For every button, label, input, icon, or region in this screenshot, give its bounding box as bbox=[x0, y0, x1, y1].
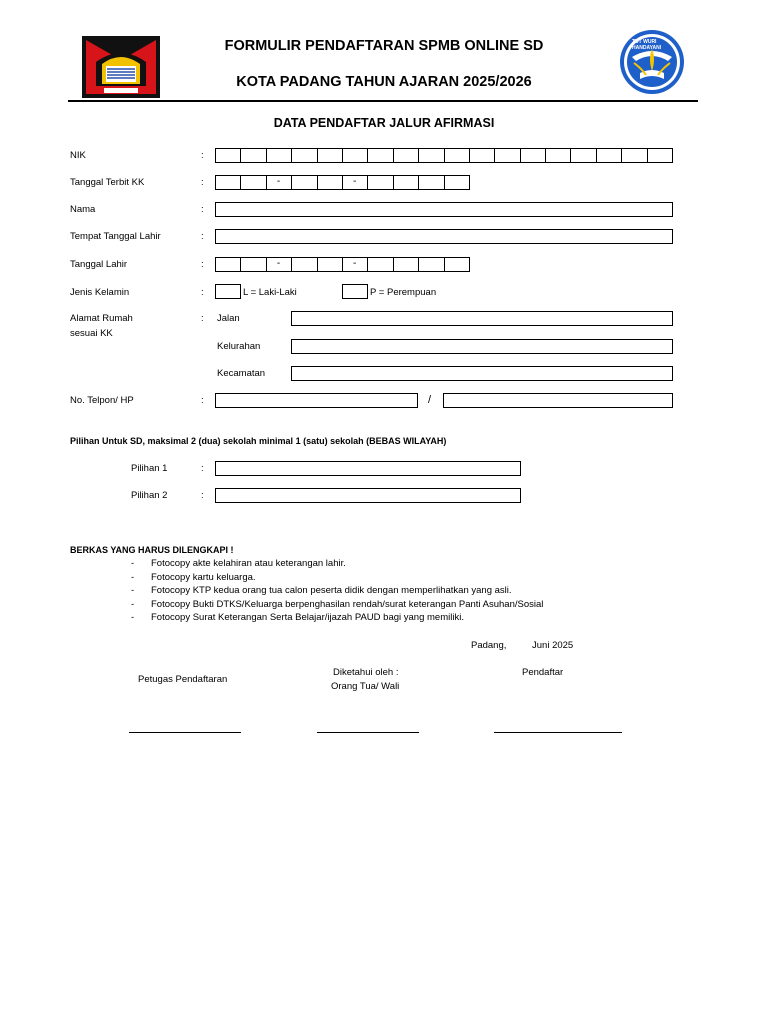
nik-digit[interactable] bbox=[470, 149, 495, 162]
nik-digit[interactable] bbox=[622, 149, 647, 162]
pilihan2-input[interactable] bbox=[215, 488, 521, 503]
pilihan1-input[interactable] bbox=[215, 461, 521, 476]
tanggal-terbit-kk-input[interactable] bbox=[215, 175, 470, 190]
page-title: FORMULIR PENDAFTARAN SPMB ONLINE SD bbox=[224, 38, 544, 54]
list-item: - Fotocopy KTP kedua orang tua calon peserta didik dengan memperlihatkan yang asli. bbox=[131, 585, 512, 597]
nik-digit[interactable] bbox=[267, 149, 292, 162]
pilihan1-label: Pilihan 1 bbox=[131, 463, 168, 474]
nik-digit[interactable] bbox=[343, 149, 368, 162]
colon: : bbox=[201, 204, 204, 215]
section-title: DATA PENDAFTAR JALUR AFIRMASI bbox=[273, 116, 495, 130]
date-digit[interactable] bbox=[394, 258, 419, 271]
date-digit[interactable] bbox=[368, 176, 393, 189]
kelurahan-input[interactable] bbox=[291, 339, 673, 354]
hp-input[interactable] bbox=[443, 393, 673, 408]
list-item: - Fotocopy akte kelahiran atau keterangan lahir. bbox=[131, 558, 346, 569]
nik-digit[interactable] bbox=[419, 149, 444, 162]
pendaftar-label: Pendaftar bbox=[522, 667, 564, 678]
colon: : bbox=[201, 395, 204, 406]
tempat-tanggal-lahir-input[interactable] bbox=[215, 229, 673, 244]
ortu-label: Orang Tua/ Wali bbox=[331, 681, 400, 692]
date-separator-cell: - bbox=[267, 176, 292, 189]
logo-text: TUT WURI HANDAYANI bbox=[632, 39, 662, 51]
nik-digit[interactable] bbox=[597, 149, 622, 162]
nama-label: Nama bbox=[70, 204, 96, 215]
nik-digit[interactable] bbox=[521, 149, 546, 162]
colon: : bbox=[201, 313, 204, 324]
list-item: - Fotocopy Bukti DTKS/Keluarga berpenghasilan rendah/surat keterangan Panti Asuhan/Sosial bbox=[131, 598, 544, 610]
tanggal-terbit-kk-label: Tanggal Terbit KK bbox=[70, 177, 145, 188]
date-digit[interactable] bbox=[241, 258, 266, 271]
alamat-label-line2: sesuai KK bbox=[70, 328, 113, 339]
gender-l-checkbox[interactable] bbox=[215, 284, 241, 299]
header-divider bbox=[68, 100, 698, 102]
petugas-signature-line bbox=[129, 732, 241, 733]
berkas-list bbox=[131, 557, 691, 625]
tut-wuri-handayani-icon bbox=[618, 29, 686, 95]
jalan-input[interactable] bbox=[291, 311, 673, 326]
diketahui-label: Diketahui oleh : bbox=[333, 667, 399, 678]
nik-digit[interactable] bbox=[495, 149, 520, 162]
alamat-label: Alamat Rumah bbox=[70, 313, 133, 324]
nik-digit[interactable] bbox=[318, 149, 343, 162]
jenis-kelamin-label: Jenis Kelamin bbox=[70, 287, 130, 298]
nik-digit[interactable] bbox=[571, 149, 596, 162]
telpon-label: No. Telpon/ HP bbox=[70, 395, 134, 406]
pilihan-heading: Pilihan Untuk SD, maksimal 2 (dua) sekolah minimal 1 (satu) sekolah (BEBAS WILAYAH) bbox=[70, 436, 447, 446]
nik-digit[interactable] bbox=[241, 149, 266, 162]
colon: : bbox=[201, 287, 204, 298]
date-digit[interactable] bbox=[445, 176, 469, 189]
pilihan2-label: Pilihan 2 bbox=[131, 490, 168, 501]
gender-p-checkbox[interactable] bbox=[342, 284, 368, 299]
tanggal-lahir-input[interactable] bbox=[215, 257, 470, 272]
date-digit[interactable] bbox=[368, 258, 393, 271]
nik-digit[interactable] bbox=[368, 149, 393, 162]
gender-p-label: P = Perempuan bbox=[370, 287, 437, 298]
nama-input[interactable] bbox=[215, 202, 673, 217]
kecamatan-input[interactable] bbox=[291, 366, 673, 381]
date-digit[interactable] bbox=[292, 258, 317, 271]
nik-digit[interactable] bbox=[648, 149, 672, 162]
page-subtitle: KOTA PADANG TAHUN AJARAN 2025/2026 bbox=[236, 74, 532, 90]
tempat-tanggal-lahir-label: Tempat Tanggal Lahir bbox=[70, 231, 161, 242]
nik-digit[interactable] bbox=[394, 149, 419, 162]
jalan-label: Jalan bbox=[217, 313, 240, 324]
nik-digit[interactable] bbox=[216, 149, 241, 162]
nik-input[interactable] bbox=[215, 148, 673, 163]
date-digit[interactable] bbox=[394, 176, 419, 189]
date-separator-cell: - bbox=[343, 258, 368, 271]
date-digit[interactable] bbox=[318, 258, 343, 271]
petugas-label: Petugas Pendaftaran bbox=[138, 674, 228, 685]
date-digit[interactable] bbox=[419, 258, 444, 271]
date-digit[interactable] bbox=[445, 258, 469, 271]
colon: : bbox=[201, 259, 204, 270]
date-digit[interactable] bbox=[216, 258, 241, 271]
date-separator-cell: - bbox=[267, 258, 292, 271]
signature-place: Padang, bbox=[471, 640, 507, 651]
gender-l-label: L = Laki-Laki bbox=[243, 287, 297, 298]
tanggal-lahir-label: Tanggal Lahir bbox=[70, 259, 128, 270]
list-item: - Fotocopy Surat Keterangan Serta Belajar/ijazah PAUD bagi yang memiliki. bbox=[131, 612, 464, 624]
colon: : bbox=[201, 463, 204, 474]
phone-separator: / bbox=[428, 394, 432, 406]
nik-digit[interactable] bbox=[445, 149, 470, 162]
date-digit[interactable] bbox=[318, 176, 343, 189]
colon: : bbox=[201, 177, 204, 188]
pendaftar-signature-line bbox=[494, 732, 622, 733]
list-item: - Fotocopy kartu keluarga. bbox=[131, 571, 256, 583]
date-digit[interactable] bbox=[419, 176, 444, 189]
kecamatan-label: Kecamatan bbox=[217, 368, 266, 379]
kelurahan-label: Kelurahan bbox=[217, 341, 261, 352]
date-digit[interactable] bbox=[241, 176, 266, 189]
berkas-heading: BERKAS YANG HARUS DILENGKAPI ! bbox=[70, 545, 234, 555]
nik-label: NIK bbox=[70, 150, 86, 161]
nik-digit[interactable] bbox=[292, 149, 317, 162]
telpon-input[interactable] bbox=[215, 393, 418, 408]
date-separator-cell: - bbox=[343, 176, 368, 189]
ortu-signature-line bbox=[317, 732, 419, 733]
colon: : bbox=[201, 231, 204, 242]
colon: : bbox=[201, 490, 204, 501]
nik-digit[interactable] bbox=[546, 149, 571, 162]
signature-date: Juni 2025 bbox=[532, 640, 574, 651]
date-digit[interactable] bbox=[216, 176, 241, 189]
colon: : bbox=[201, 150, 204, 161]
date-digit[interactable] bbox=[292, 176, 317, 189]
